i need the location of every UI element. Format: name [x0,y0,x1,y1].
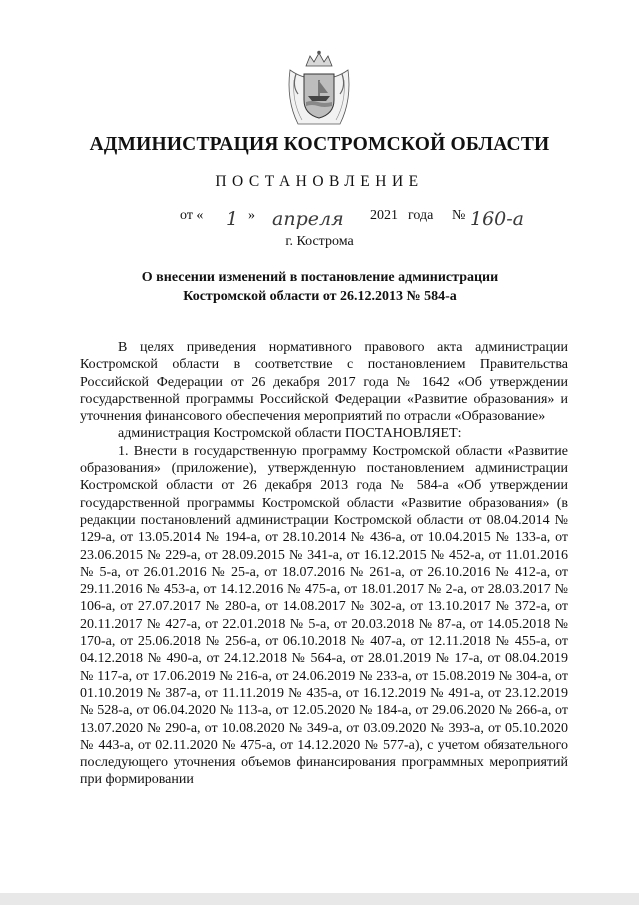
title-line-1: О внесении изменений в постановление администрации [141,270,499,285]
date-year-label: года [408,208,434,223]
title-line-2: Костромской области от 26.12.2013 № 584-а [183,289,457,304]
body-paragraph-1: В целях приведения нормативного правового акта администрации Костромской области в соответствие с постановлением Правительства Российской Федерации от 26 декабря 2017 года № 1642 «Об утверждении государственной программы Российской Федерации «Развитие образования» и уточнения финансового обеспечения мероприятий по отрасли «Образование» [80,340,568,425]
date-close-quote: » [248,208,255,223]
date-year: 2021 [370,208,398,223]
body-paragraph-3: 1. Внести в государственную программу Костромской области «Развитие образования» (приложение), утвержденную постановлением администрации Костромской области от 26 декабря 2013 года № 584-а «Об утверждении государственной программы Костромской области «Развитие образования» (в редакции постановлений администрации Костромской области от 08.04.2014 № 129-а, от 13.05.2014 № 194-а, от 28.10.2014 № 436-а, от 10.04.2015 № 133-а, от 23.06.2015 № 229-а, от 28.09.2015 № 341-а, от 16.12.2015 № 452-а, от 11.01.2016 № 5-а, от 26.01.2016 № 25-а, от 18.07.2016 № 261-а, от 26.10.2016 № 412-а, от 29.11.2016 № 453-а, от 14.12.2016 № 475-а, от 18.01.2017 № 2-а, от 28.03.2017 № 106-а, от 27.07.2017 № 280-а, от 14.08.2017 № 302-а, от 13.10.2017 № 372-а, от 20.11.2017 № 427-а, от 22.01.2018 № 5-а, от 20.03.2018 № 87-а, от 14.05.2018 № 170-а, от 25.06.2018 № 256-а, от 06.10.2018 № 407-а, от 12.11.2018 № 455-а, от 04.12.2018 № 490-а, от 24.12.2018 № 564-а, от 28.01.2019 № 17-а, от 08.04.2019 № 117-а, от 17.06.2019 № 216-а, от 24.06.2019 № 233-а, от 15.08.2019 № 304-а, от 01.10.2019 № 387-а, от 11.11.2019 № 435-а, от 16.12.2019 № 491-а, от 23.12.2019 № 528-а, от 06.04.2020 № 113-а, от 12.05.2020 № 184-а, от 29.06.2020 № 266-а, от 13.07.2020 № 290-а, от 10.08.2020 № 349-а, от 03.09.2020 № 393-а, от 05.10.2020 № 443-а, от 02.11.2020 № 475-а, от 14.12.2020 № 577-а), с учетом обязательного последующего уточнения объемов финансирования программных мероприятий при формировании [80,443,568,788]
date-day-handwritten: 1 [226,208,239,230]
document-type: ПОСТАНОВЛЕНИЕ [215,173,424,190]
page-bottom-edge [0,893,639,905]
document-number-handwritten: 160-а [470,208,525,230]
body-paragraph-2: администрация Костромской области ПОСТАНОВЛЯЕТ: [118,426,462,442]
date-from-label: от « [180,208,204,223]
date-line [180,203,540,229]
date-number-label: № [452,208,466,223]
document-body [80,339,568,789]
city-line: г. Кострома [285,234,354,249]
agency-name: АДМИНИСТРАЦИЯ КОСТРОМСКОЙ ОБЛАСТИ [89,134,550,155]
kostroma-coat-of-arms-icon [284,50,354,128]
document-title [100,268,540,306]
date-month-handwritten: апреля [272,208,344,230]
